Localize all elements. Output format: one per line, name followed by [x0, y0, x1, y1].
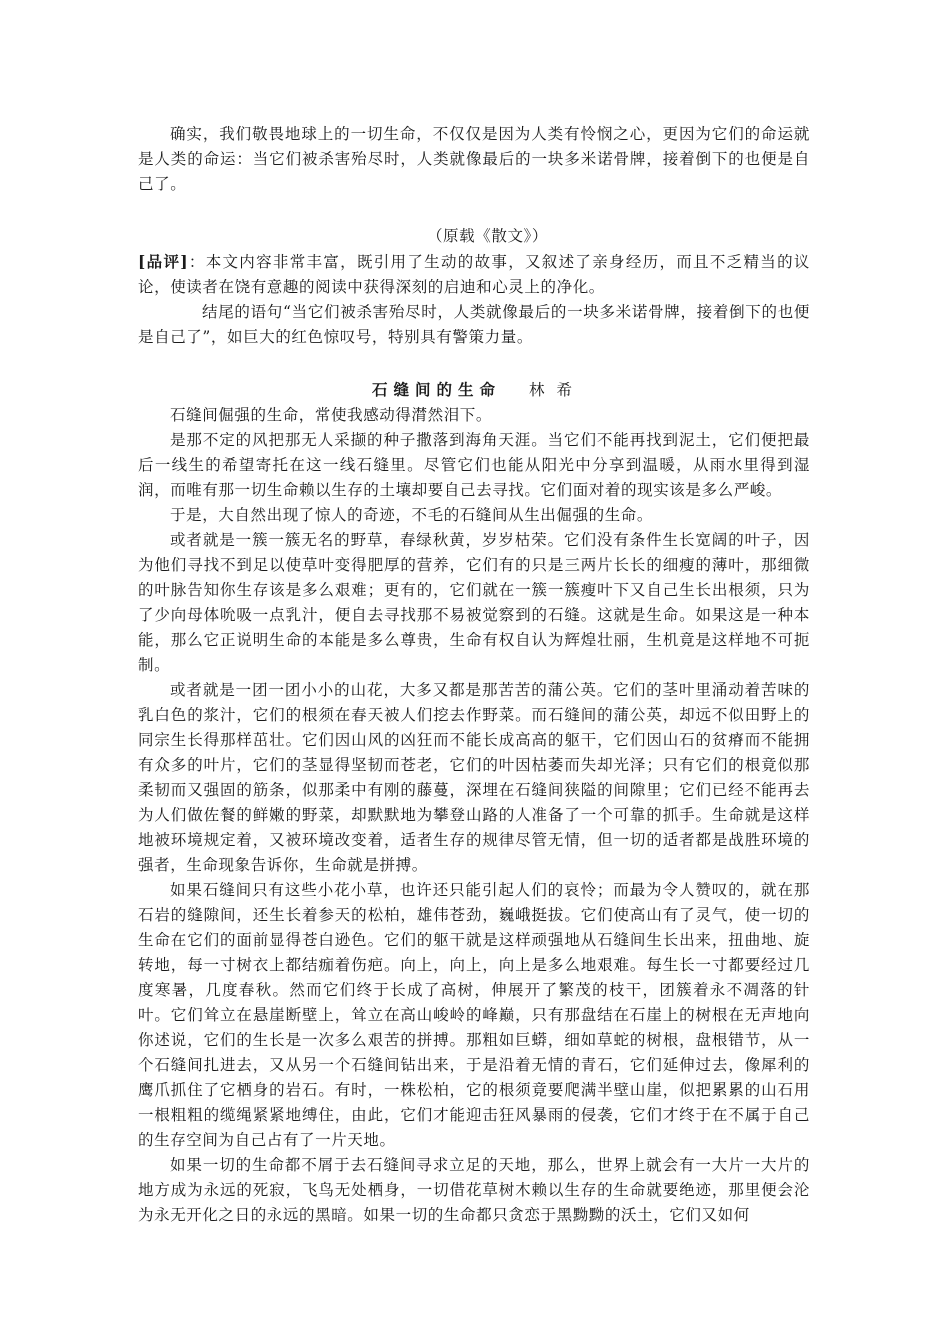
article-title: 石缝间的生命 [371, 380, 501, 399]
article-paragraph: 如果石缝间只有这些小花小草，也许还只能引起人们的哀怜；而最为令人赞叹的，就在那石岩的缝隙间，还生长着参天的松柏，雄伟苍劲，巍峨挺拔。它们使高山有了灵气，使一切的生命在它们的面前显得苍白逊色。它们的躯干就是这样顽强地从石缝间生长出来，扭曲地、旋转地，每一寸树衣上都结痂着伤疤。向上，向上，向上是多么地艰难。每生长一寸都要经过几度寒暑，几度春秋。然而它们终于长成了高树，伸展开了繁茂的枝干，团簇着永不凋落的针叶。它们耸立在悬崖断壁上，耸立在高山峻岭的峰巅，只有那盘结在石崖上的树根在无声地向你述说，它们的生长是一次多么艰苦的拼搏。那粗如巨蟒，细如草蛇的树根，盘根错节，从一个石缝间扎进去，又从另一个石缝间钻出来，于是沿着无情的青石，它们延伸过去，像犀利的鹰爪抓住了它栖身的岩石。有时，一株松柏，它的根须竟要爬满半壁山崖，似把累累的山石用一根粗粗的缆绳紧紧地缚住，由此，它们才能迎击狂风暴雨的侵袭，它们才终于在不属于自己的生存空间为自己占有了一片天地。 [138, 881, 810, 1149]
review-label: [品评] [138, 252, 189, 271]
review-paragraph [138, 249, 810, 300]
article-paragraph: 或者就是一簇一簇无名的野草，春绿秋黄，岁岁枯荣。它们没有条件生长宽阔的叶子，因为他们寻找不到足以使草叶变得肥厚的营养，它们有的只是三两片长长的细瘦的薄叶，那细微的叶脉告知你生存该是多么艰难；更有的，它们就在一簇一簇瘦叶下又自己生长出根须，只为了少向母体吮吸一点乳汁，便自去寻找那不易被觉察到的石缝。这就是生命。如果这是一种本能，那么它正说明生命的本能是多么尊贵，生命有权自认为辉煌壮丽，生机竟是这样地不可扼制。 [138, 531, 810, 674]
article-author: 林希 [529, 381, 585, 399]
source-citation: （原载《散文》） [426, 227, 548, 245]
article-paragraph: 石缝间倔强的生命，常使我感动得潸然泪下。 [170, 406, 493, 424]
article-heading [138, 377, 810, 403]
document-page [138, 122, 810, 1228]
article-paragraph: 如果一切的生命都不屑于去石缝间寻求立足的天地，那么，世界上就会有一大片一大片的地方成为永远的死寂，飞鸟无处栖身，一切借花草树木赖以生存的生命就要绝迹，那里便会沦为永无开化之日的永远的黑暗。如果一切的生命都只贪恋于黑黝黝的沃土，它们又如何 [138, 1156, 810, 1224]
review-text: ：本文内容非常丰富，既引用了生动的故事，又叙述了亲身经历，而且不乏精当的议论，使读者在饶有意趣的阅读中获得深刻的启迪和心灵上的净化。 [138, 253, 810, 296]
closing-paragraph: 确实，我们敬畏地球上的一切生命，不仅仅是因为人类有怜悯之心，更因为它们的命运就是人类的命运：当它们被杀害殆尽时，人类就像最后的一块多米诺骨牌，接着倒下的也便是自己了。 [138, 125, 810, 193]
article-paragraph: 是那不定的风把那无人采撷的种子撒落到海角天涯。当它们不能再找到泥土，它们便把最后一线生的希望寄托在这一线石缝里。尽管它们也能从阳光中分享到温暖，从雨水里得到湿润，而唯有那一切生命赖以生存的土壤却要自己去寻找。它们面对着的现实该是多么严峻。 [138, 431, 810, 499]
review-paragraph-2: 结尾的语句“当它们被杀害殆尽时，人类就像最后的一块多米诺骨牌，接着倒下的也便是自己了”，如巨大的红色惊叹号，特别具有警策力量。 [138, 303, 810, 346]
article-paragraph: 或者就是一团一团小小的山花，大多又都是那苦苦的蒲公英。它们的茎叶里涌动着苦味的乳白色的浆汁，它们的根须在春天被人们挖去作野菜。而石缝间的蒲公英，却远不似田野上的同宗生长得那样茁壮。它们因山风的凶狂而不能长成高高的躯干，它们因山石的贫瘠而不能拥有众多的叶片，它们的茎显得坚韧而苍老，它们的叶因枯萎而失却光泽；只有它们的根竟似那柔韧而又强固的筋条，似那柔中有刚的藤蔓，深埋在石缝间狭隘的间隙里；它们已经不能再去为人们做佐餐的鲜嫩的野菜，却默默地为攀登山路的人准备了一个可靠的抓手。生命就是这样地被环境规定着，又被环境改变着，适者生存的规律尽管无情，但一切的适者都是战胜环境的强者，生命现象告诉你，生命就是拼搏。 [138, 681, 810, 874]
article-paragraph: 于是，大自然出现了惊人的奇迹，不毛的石缝间从生出倔强的生命。 [170, 506, 654, 524]
